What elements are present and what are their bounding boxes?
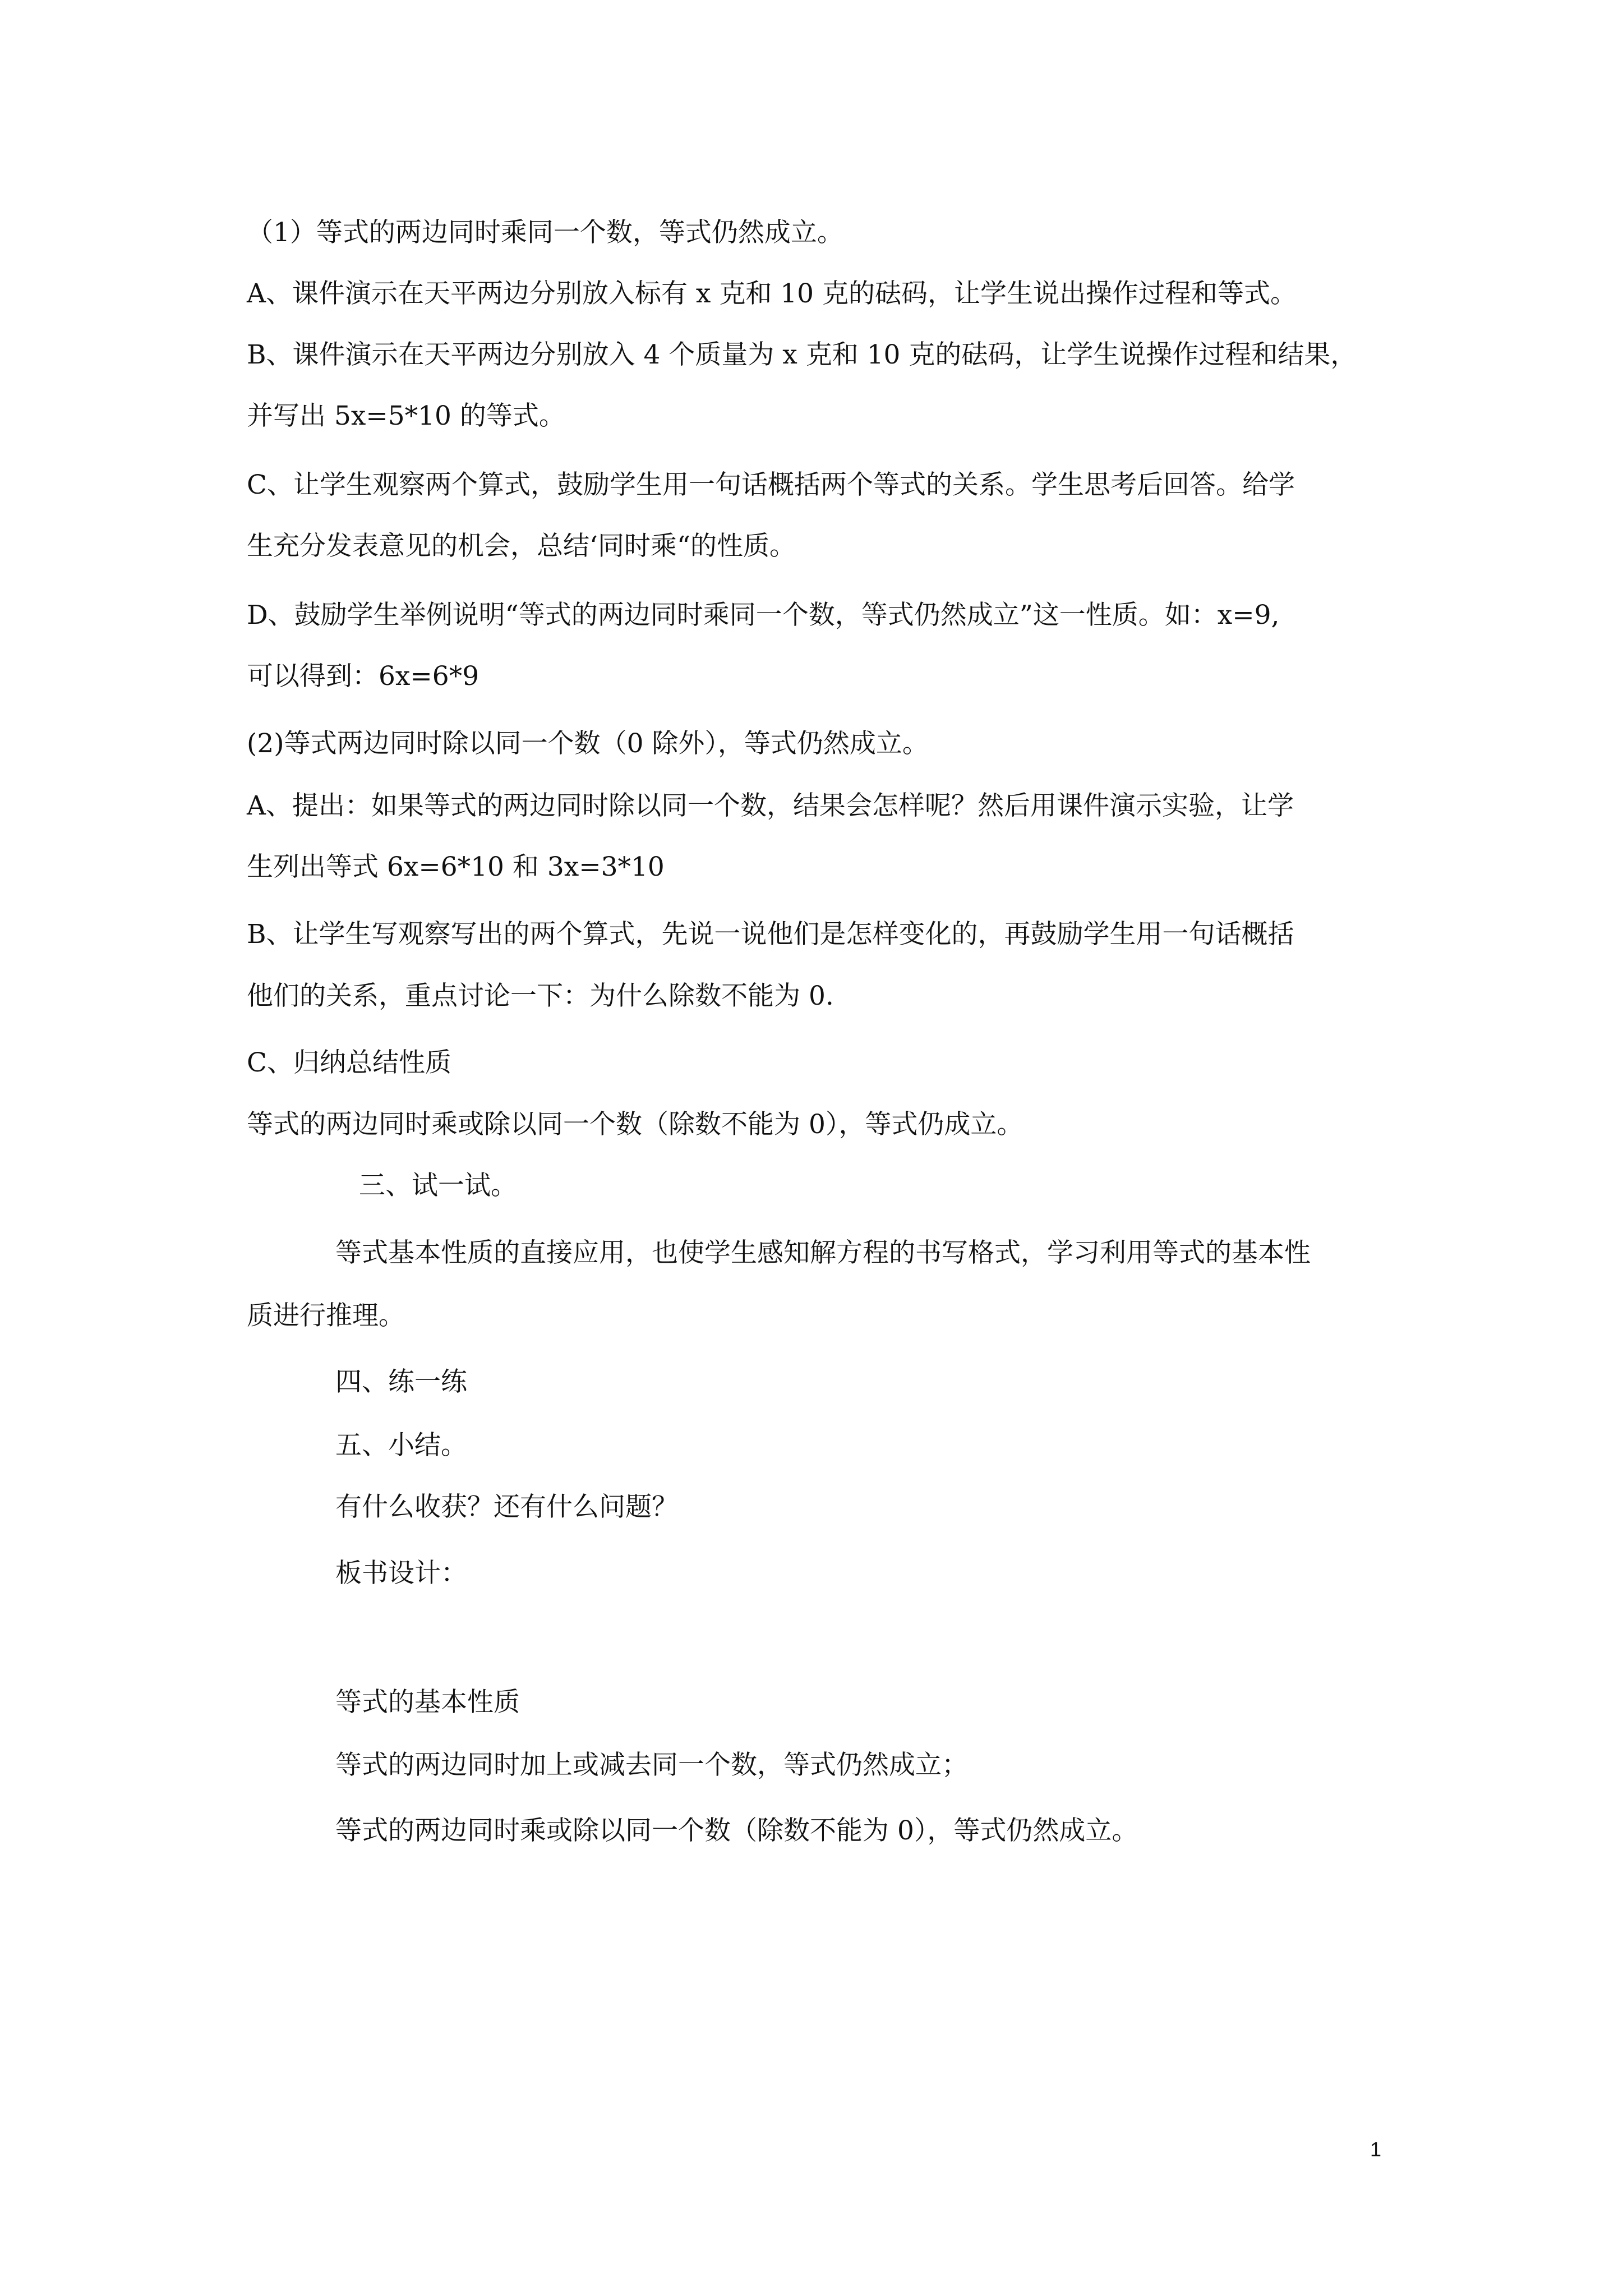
text-line: （1）等式的两边同时乘同一个数，等式仍然成立。 — [247, 217, 843, 248]
text-line: C、归纳总结性质 — [247, 1047, 451, 1078]
text-line: 生充分发表意见的机会，总结‘同时乘“的性质。 — [247, 531, 796, 562]
text-line: 质进行推理。 — [247, 1300, 405, 1331]
page-number: 1 — [1370, 2138, 1382, 2161]
text-line: C、让学生观察两个算式，鼓励学生用一句话概括两个等式的关系。学生思考后回答。给学 — [247, 470, 1295, 500]
text-line: 他们的关系，重点讨论一下：为什么除数不能为 0. — [247, 981, 834, 1011]
text-line: 等式的两边同时加上或减去同一个数，等式仍然成立； — [335, 1750, 968, 1780]
text-line: D、鼓励学生举例说明“等式的两边同时乘同一个数，等式仍然成立”这一性质。如：x=9, — [247, 600, 1280, 631]
section-heading: 三、试一试。 — [359, 1170, 517, 1201]
text-line: 可以得到：6x=6*9 — [247, 661, 479, 692]
section-heading: 五、小结。 — [335, 1430, 467, 1461]
text-line: A、课件演示在天平两边分别放入标有 x 克和 10 克的砝码，让学生说出操作过程和等式。 — [247, 278, 1297, 309]
text-line: B、让学生写观察写出的两个算式，先说一说他们是怎样变化的，再鼓励学生用一句话概括 — [247, 919, 1294, 950]
section-heading: 四、练一练 — [335, 1366, 467, 1397]
text-line: A、提出：如果等式的两边同时除以同一个数，结果会怎样呢？然后用课件演示实验，让学 — [247, 790, 1294, 821]
text-line: 有什么收获？还有什么问题？ — [335, 1492, 678, 1522]
text-line: (2)等式两边同时除以同一个数（0 除外），等式仍然成立。 — [247, 728, 929, 759]
text-line: 并写出 5x=5*10 的等式。 — [247, 401, 565, 431]
text-line: 等式的两边同时乘或除以同一个数（除数不能为 0），等式仍成立。 — [247, 1109, 1023, 1140]
text-line: 等式基本性质的直接应用，也使学生感知解方程的书写格式，学习利用等式的基本性 — [335, 1237, 1311, 1268]
board-title: 等式的基本性质 — [335, 1687, 520, 1718]
text-line: B、课件演示在天平两边分别放入 4 个质量为 x 克和 10 克的砝码，让学生说操作过程和结果， — [247, 339, 1357, 370]
text-line: 生列出等式 6x=6*10 和 3x=3*10 — [247, 852, 665, 882]
text-line: 等式的两边同时乘或除以同一个数（除数不能为 0），等式仍然成立。 — [335, 1815, 1138, 1846]
text-line: 板书设计： — [335, 1558, 467, 1589]
